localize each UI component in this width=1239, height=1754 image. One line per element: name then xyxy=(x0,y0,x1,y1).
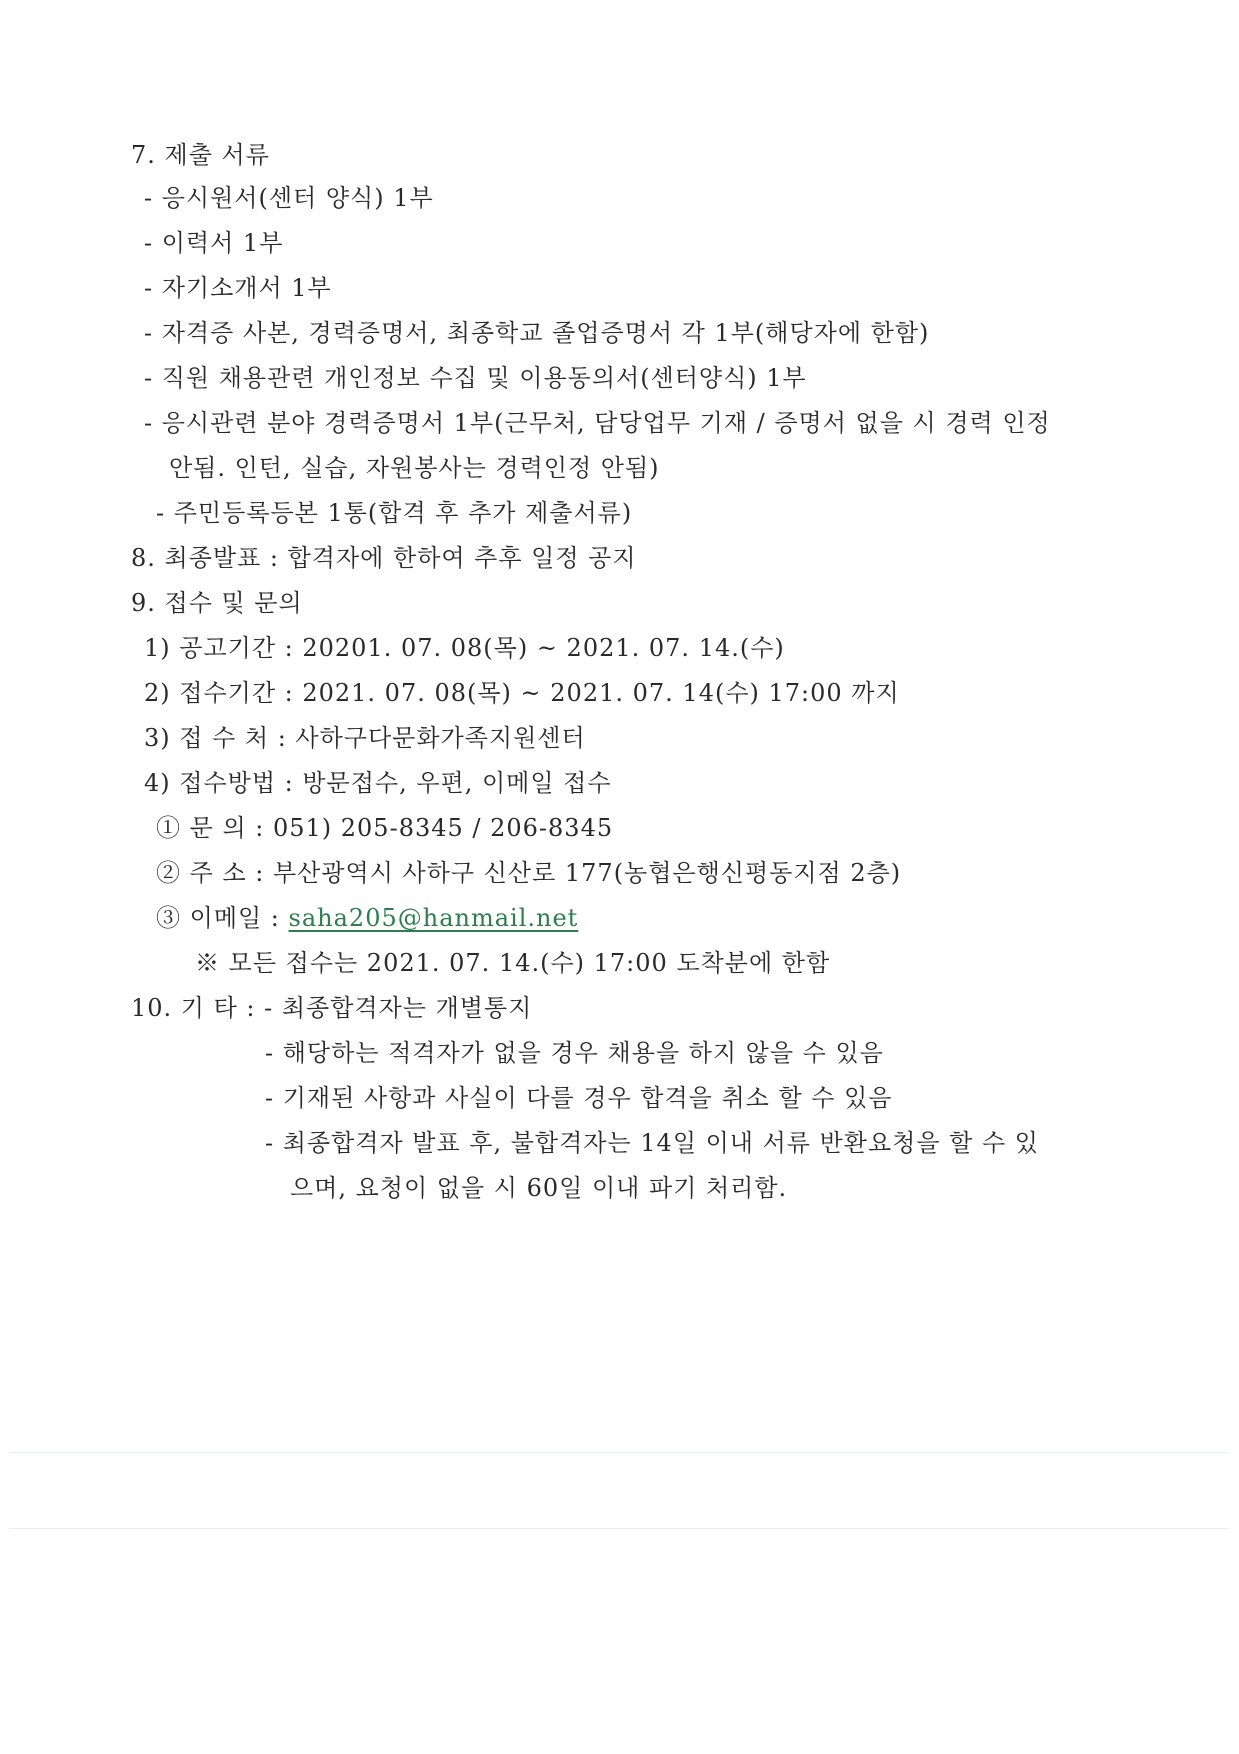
section9-reception-method: 4) 접수방법 : 방문접수, 우편, 이메일 접수 xyxy=(144,769,612,797)
section9-reception-period: 2) 접수기간 : 2021. 07. 08(목) ~ 2021. 07. 14(수) 17:00 까지 xyxy=(144,679,900,707)
section7-item-application-form: - 응시원서(센터 양식) 1부 xyxy=(144,184,434,212)
section10-item-document-return xyxy=(265,1128,1110,1158)
section7-item-resume: - 이력서 1부 xyxy=(144,229,284,257)
section9-deadline-note: ※ 모든 접수는 2021. 07. 14.(수) 17:00 도착분에 한함 xyxy=(195,949,831,977)
career-certificate-text: - 응시관련 분야 경력증명서 1부(근무처, 담당업무 기재 / 증명서 없을 시 경력 인정 xyxy=(144,409,1051,437)
section9-notice-period: 1) 공고기간 : 20201. 07. 08(목) ~ 2021. 07. 14.(수) xyxy=(144,634,785,662)
document-return-text: - 최종합격자 발표 후, 불합격자는 14일 이내 서류 반환요청을 할 수 있 xyxy=(265,1129,1039,1157)
section7-item-career-note: 안됨. 인턴, 실습, 자원봉사는 경력인정 안됨) xyxy=(169,454,660,482)
section10-item-cancel-pass: - 기재된 사항과 사실이 다를 경우 합격을 취소 할 수 있음 xyxy=(265,1084,893,1112)
section7-item-certificates: - 자격증 사본, 경력증명서, 최종학교 졸업증명서 각 1부(해당자에 한함) xyxy=(144,319,930,347)
section7-item-resident-registration: - 주민등록등본 1통(합격 후 추가 제출서류) xyxy=(156,499,633,527)
section7-item-privacy-consent: - 직원 채용관련 개인정보 수집 및 이용동의서(센터양식) 1부 xyxy=(144,364,807,392)
section8-final-announcement: 8. 최종발표 : 합격자에 한하여 추후 일정 공지 xyxy=(131,544,637,572)
section10-item-disposal: 으며, 요청이 없을 시 60일 이내 파기 처리함. xyxy=(290,1174,788,1202)
email-label: ③ 이메일 : xyxy=(156,904,289,932)
section7-item-career-certificate xyxy=(144,408,1110,438)
section10-heading: 10. 기 타 : - 최종합격자는 개별통지 xyxy=(131,994,533,1022)
section9-contact-address: ② 주 소 : 부산광역시 사하구 신산로 177(농협은행신평동지점 2층) xyxy=(156,859,902,887)
email-link[interactable]: saha205@hanmail.net xyxy=(288,904,579,932)
section10-item-no-hire: - 해당하는 적격자가 없을 경우 채용을 하지 않을 수 있음 xyxy=(265,1039,884,1067)
section9-reception-place: 3) 접 수 처 : 사하구다문화가족지원센터 xyxy=(144,724,586,752)
section9-heading: 9. 접수 및 문의 xyxy=(131,589,303,617)
scan-artifact-line xyxy=(10,1528,1229,1529)
scan-artifact-line xyxy=(10,1452,1229,1453)
section9-contact-email-row xyxy=(156,903,578,933)
section7-item-self-introduction: - 자기소개서 1부 xyxy=(144,274,332,302)
section7-heading: 7. 제출 서류 xyxy=(131,141,270,169)
section9-contact-phone: ① 문 의 : 051) 205-8345 / 206-8345 xyxy=(156,814,614,842)
